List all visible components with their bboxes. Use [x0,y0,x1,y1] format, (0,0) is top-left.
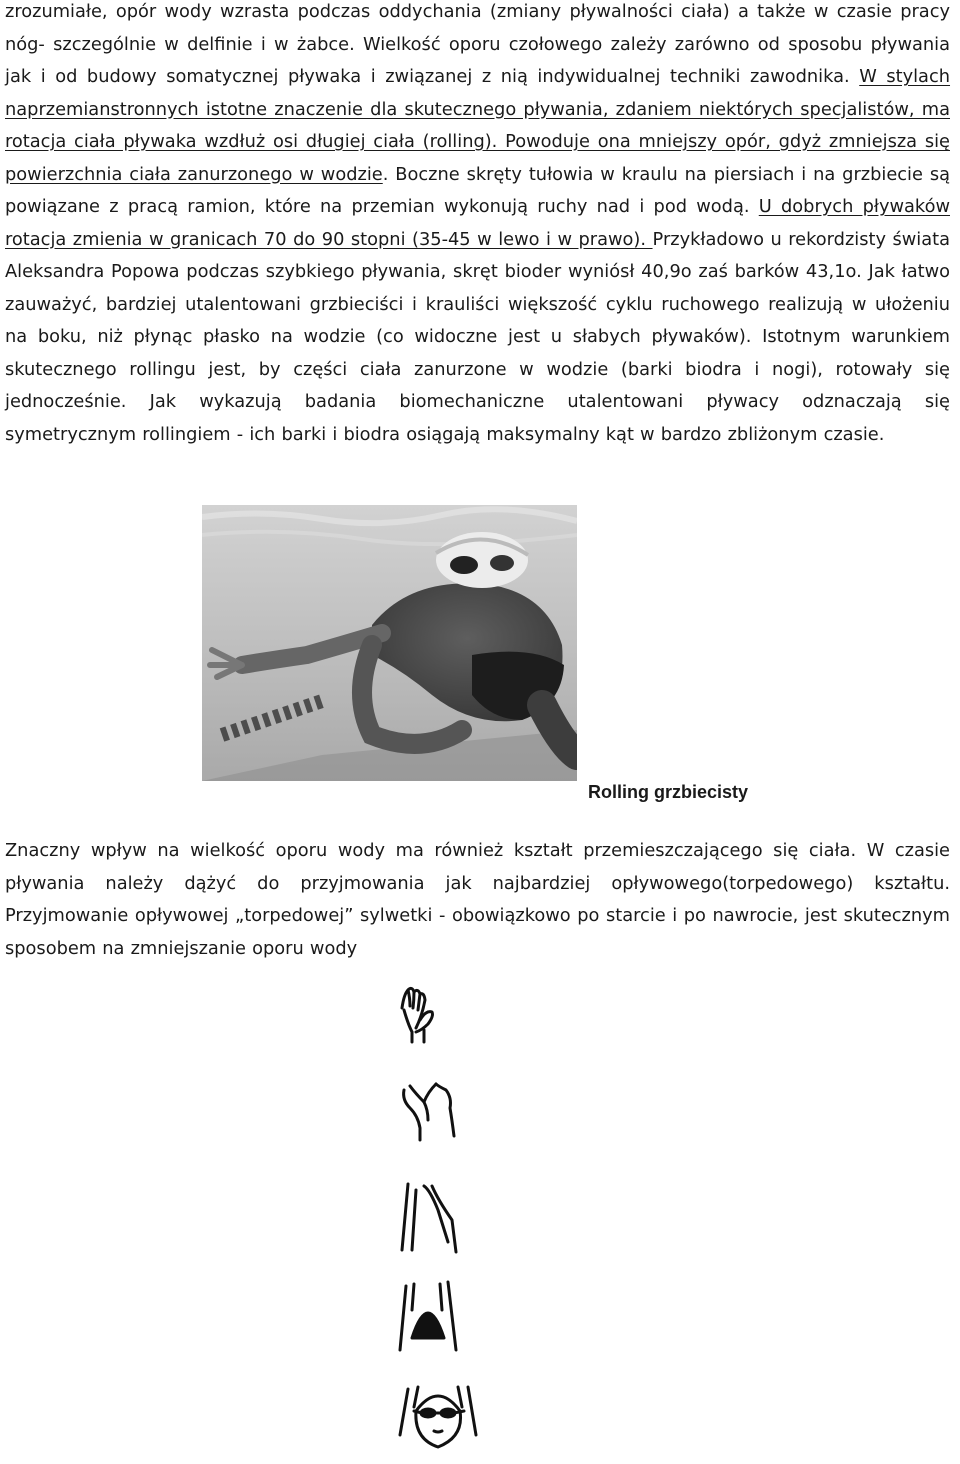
backstroke-swimmer-photo [202,505,577,781]
paragraph-middle-text: . Boczne skręty tułowia w kraulu na piersiach i na grzbiecie są powiązane z pracą ramion, które na przemian wykonują ruchy nad i pod wodą. [5,163,951,217]
head-top-entering-icon [400,1282,456,1350]
face-with-goggles-icon [400,1387,476,1447]
forearms-entering-icon [404,1084,454,1140]
hands-fingertips-icon [402,988,433,1042]
paragraph-ending-text: Przykładowo u rekordzisty świata Aleksandra Popowa podczas szybkiego pływania, skręt bioder wyniósł 40,9o zaś barków 43,1o. Jak łatwo zauważyć, bardziej utalentowani grzbieciści i krauliści większość cyklu ruchowego realizują w ułożeniu na boku, niż płynąc płasko na wodzie (co widoczne jest u słabych pływaków). Istotnym warunkiem skutecznego rollingu jest, by części ciała zanurzone w wodzie (barki biodra i nogi), rotowały się jednocześnie. Jak wykazują badania biomechaniczne utalentowani pływacy odznaczają się symetrycznym rollingiem - ich barki i biodra osiągają maksymalny kąt w bardzo zbliżonym czasie. [5,228,950,445]
body-paragraph-streamline: Znaczny wpływ na wielkość oporu wody ma również kształt przemieszczającego się ciała. W czasie pływania należy dążyć do przyjmowania jak najbardziej opływowego(torpedowego) kształtu. Przyjmowanie opływowej „torpedowej” sylwetki - obowiązkowo po starcie i po nawrocie, jest skutecznym sposobem na zmniejszanie oporu wody [5,840,950,959]
body-paragraph-rolling [5,0,950,451]
underlined-rotation-range: U dobrych pływaków rotacja zmienia w granicach 70 do 90 stopni (35-45 w lewo i w prawo). [5,196,950,250]
streamline-entry-sequence-illustration [398,980,558,1460]
underlined-rolling-passage: W stylach naprzemianstronnych istotne znaczenie dla skutecznego pływania, zdaniem niektórych specjalistów, ma rotacja ciała pływaka wzdłuż osi długiej ciała (rolling). Powoduje ona mniejszy opór, gdyż zmniejsza się powierzchnia ciała zanurzonego w wodzie [5,66,951,185]
paragraph-intro-text: zrozumiałe, opór wody wzrasta podczas oddychania (zmiany pływalności ciała) a także w czasie pracy nóg- szczególnie w delfinie i w żabce. Wielkość oporu czołowego zależy zarówno od sposobu pływania jak i od budowy somatycznej pływaka i związanej z nią indywidualnej techniki zawodnika. [5,1,950,87]
figure-caption: Rolling grzbiecisty [588,782,749,802]
upper-arms-entering-icon [402,1184,456,1252]
